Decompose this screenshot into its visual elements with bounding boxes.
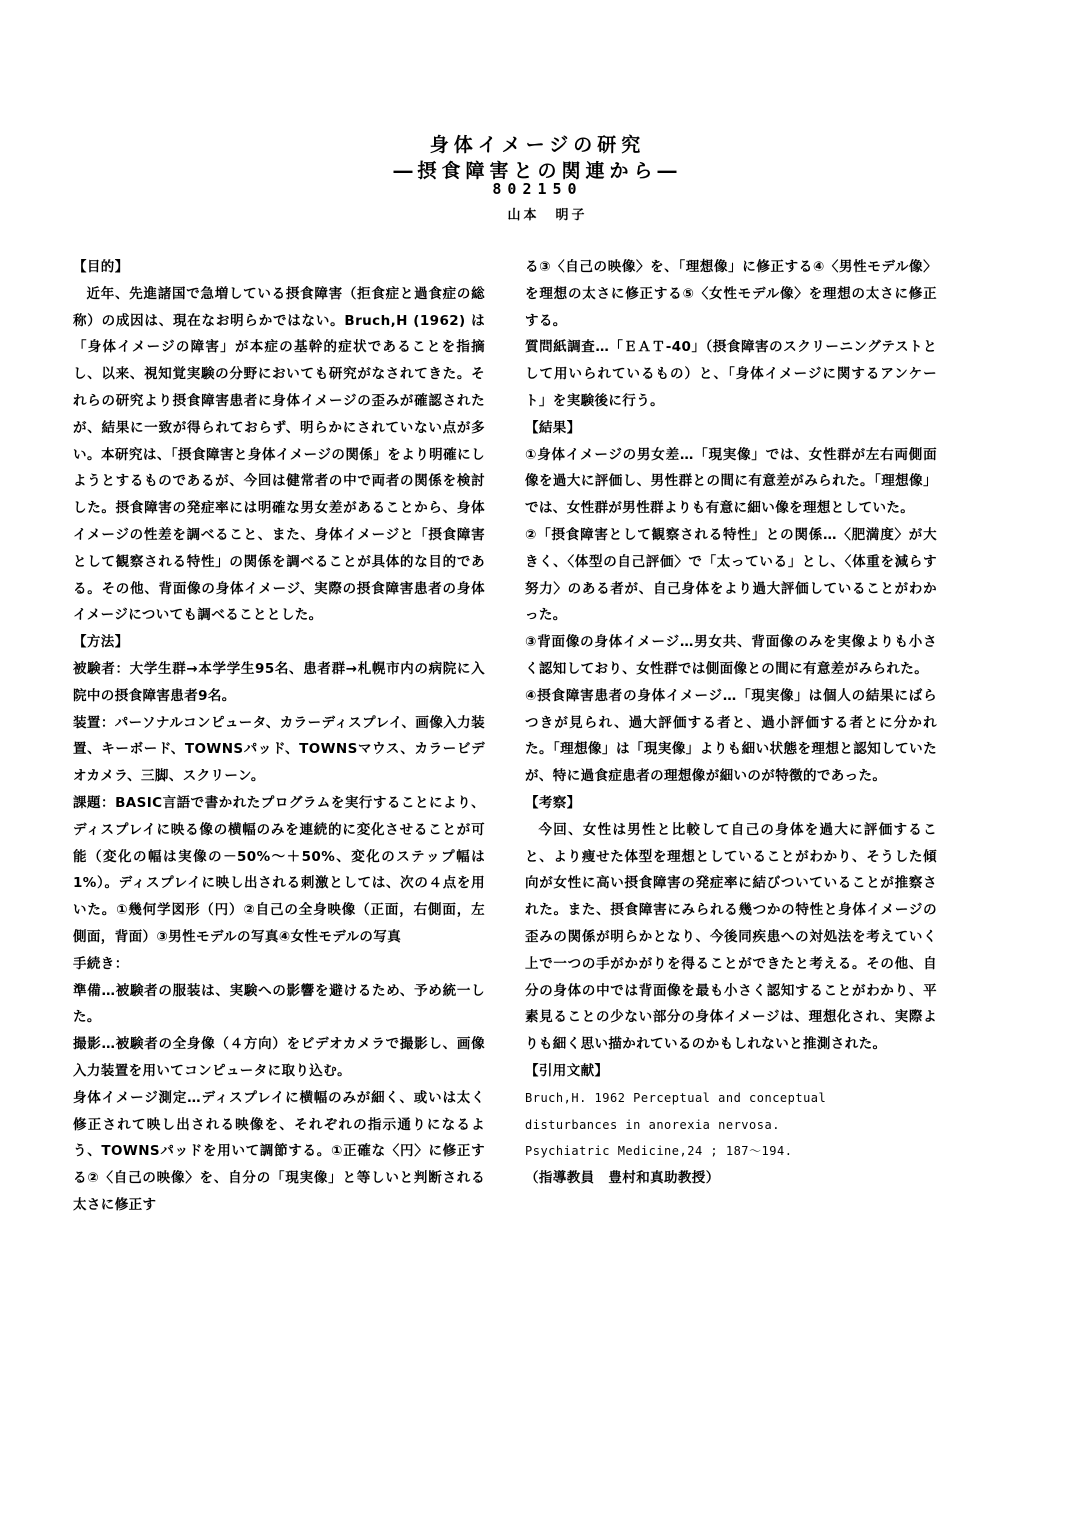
body-paragraph: 準備…被験者の服装は、実験への影響を避けるため、予め統一した。: [73, 982, 485, 1026]
body-paragraph: 質問紙調査…「ＥＡＴ-40」（摂食障害のスクリーニングテストとして用いられているもの）と、「身体イメージに関するアンケート」を実験後に行う。: [525, 339, 937, 409]
body-paragraph: 身体イメージ測定…ディスプレイに横幅のみが細く、或いは太く修正されて映し出される映像を、それぞれの指示通りになるよう、TOWNSパッドを用いて調節する。①正確な〈円〉に修正する②〈自己の映像〉を、自分の「現実像」と等しいと判断される太さに修正す: [73, 1089, 485, 1213]
paper-subtitle: ―摂食障害との関連から―: [393, 160, 682, 182]
body-paragraph: ①身体イメージの男女差…「現実像」では、女性群が左右両側面像を過大に評価し、男性群との間に有意差がみられた。「理想像」では、女性群が男性群よりも有意に細い像を理想としていた。: [525, 446, 937, 517]
section-heading: 【考察】: [525, 794, 581, 811]
body-paragraph: 近年、先進諸国で急増している摂食障害（拒食症と過食症の総称）の成因は、現在なお明らかではない。Bruch,H (1962) は「身体イメージの障害」が本症の基幹的症状であることを指摘し、以来、視知覚実験の分野においても研究がなされてきた。それらの研究より摂食障害患者に身体イメージの歪みが確認されたが、結果に一致が得られておらず、明らかにされていない点が多い。本研究は、「摂食障害と身体イメージの関係」をより明確にしようとするものであるが、今回は健常者の中で両者の関係を検討した。摂食障害の発症率には明確な男女差があることから、身体イメージの性差を調べること、また、身体イメージと「摂食障害として観察される特性」の関係を調べることが具体的な目的である。その他、背面像の身体イメージ、実際の摂食障害患者の身体イメージについても調べることとした。: [73, 285, 485, 624]
section-heading: 【方法】: [73, 634, 129, 651]
section-heading: 【結果】: [525, 419, 581, 436]
body-paragraph: 被験者：大学生群→本学学生95名、患者群→札幌市内の病院に入院中の摂食障害患者9名。: [73, 660, 485, 704]
body-paragraph: ③背面像の身体イメージ…男女共、背面像のみを実像よりも小さく認知しており、女性群では側面像との間に有意差がみられた。: [525, 634, 937, 677]
student-id: 802150: [492, 180, 583, 198]
section-heading: 【引用文献】: [525, 1062, 609, 1079]
section-heading: 【目的】: [73, 259, 129, 275]
body-paragraph: 手続き：: [73, 955, 129, 972]
author-name: 山本 明子: [507, 208, 588, 223]
body-paragraph: る③〈自己の映像〉を、「理想像」に修正する④〈男性モデル像〉を理想の太さに修正する⑤〈女性モデル像〉を理想の太さに修正する。: [525, 259, 937, 329]
right-column: [525, 254, 937, 1192]
body-paragraph: 今回、女性は男性と比較して自己の身体を過大に評価すること、より痩せた体型を理想としていることがわかり、そうした傾向が女性に高い摂食障害の発症率に結びついていることが推察された。また、摂食障害にみられる幾つかの特性と身体イメージの歪みの関係が明らかとなり、今後同疾患への対処法を考えていく上で一つの手がかがりを得ることができたと考える。その他、自分の身体の中では背面像を最も小さく認知することがわかり、平素見ることの少ない部分の身体イメージは、理想化され、実際よりも細く思い描かれているのかもしれないと推測された。: [525, 821, 937, 1053]
advisor-note: （指導教員 豊村和真助教授）: [525, 1170, 720, 1187]
reference-line: disturbances in anorexia nervosa.: [525, 1117, 780, 1132]
paper-title: 身体イメージの研究: [429, 134, 646, 156]
body-paragraph: ④摂食障害患者の身体イメージ…「現実像」は個人の結果にばらつきが見られ、過大評価する者と、過小評価する者とに分かれた。「理想像」は「現実像」よりも細い状態を理想と認知していたが、特に過食症患者の理想像が細いのが特徴的であった。: [525, 687, 937, 785]
body-paragraph: 課題：BASIC言語で書かれたプログラムを実行することにより、ディスプレイに映る像の横幅のみを連続的に変化させることが可能（変化の幅は実像の－50%～＋50%、変化のステップ幅は1%）。ディスプレイに映し出される刺激としては、次の４点を用いた。①幾何学図形（円）②自己の全身映像（正面，右側面，左側面，背面）③男性モデルの写真④女性モデルの写真: [73, 794, 485, 945]
reference-line: Psychiatric Medicine,24 ; 187～194.: [525, 1144, 793, 1159]
body-paragraph: ②「摂食障害として観察される特性」との関係…〈肥満度〉が大きく、〈体型の自己評価〉で「太っている」とし、〈体重を減らす努力〉のある者が、自己身体をより過大評価していることがわかった。: [525, 526, 937, 624]
reference-line: Bruch,H. 1962 Perceptual and conceptual: [525, 1090, 827, 1105]
left-column: [73, 254, 485, 1219]
body-paragraph: 撮影…被験者の全身像（４方向）をビデオカメラで撮影し、画像入力装置を用いてコンピュータに取り込む。: [73, 1036, 485, 1079]
body-paragraph: 装置：パーソナルコンピュータ、カラーディスプレイ、画像入力装置、キーボード、TOWNSパッド、TOWNSマウス、カラービデオカメラ、三脚、スクリーン。: [73, 714, 485, 785]
